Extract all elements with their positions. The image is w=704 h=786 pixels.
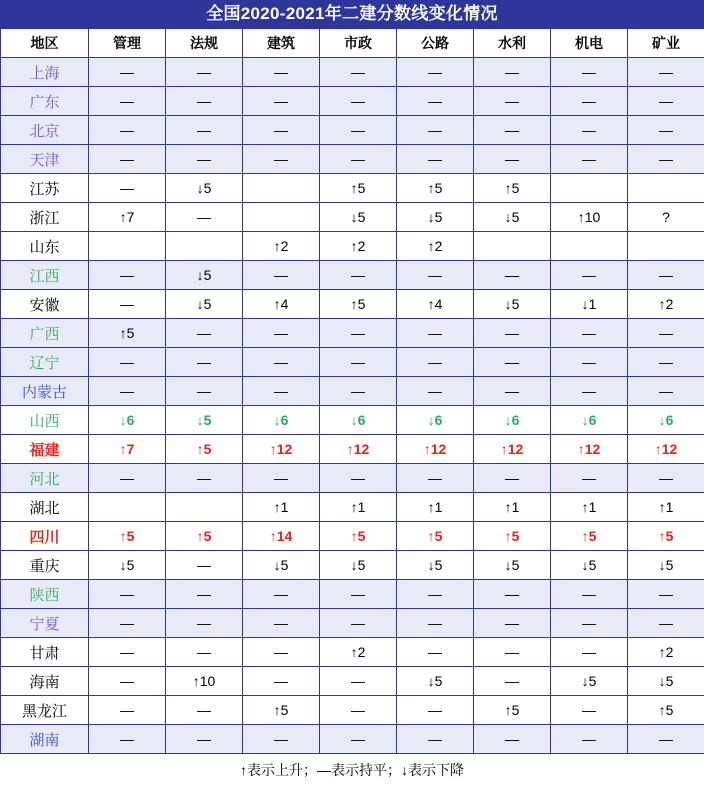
region-cell: 甘肃 bbox=[1, 638, 89, 667]
value-cell: — bbox=[243, 667, 320, 696]
value-cell: — bbox=[89, 58, 166, 87]
value-cell: — bbox=[397, 348, 474, 377]
region-cell: 上海 bbox=[1, 58, 89, 87]
value-cell: — bbox=[89, 638, 166, 667]
region-cell: 辽宁 bbox=[1, 348, 89, 377]
value-cell bbox=[628, 174, 704, 203]
value-cell: ↓6 bbox=[89, 406, 166, 435]
value-cell: — bbox=[243, 319, 320, 348]
value-cell: — bbox=[166, 319, 243, 348]
value-cell: — bbox=[243, 348, 320, 377]
region-cell: 湖北 bbox=[1, 493, 89, 522]
value-cell: — bbox=[474, 464, 551, 493]
value-cell: — bbox=[628, 145, 704, 174]
table-row bbox=[1, 377, 704, 406]
value-cell: — bbox=[474, 638, 551, 667]
value-cell: ↑5 bbox=[166, 435, 243, 464]
value-cell: — bbox=[551, 319, 628, 348]
value-cell: ↓5 bbox=[474, 551, 551, 580]
value-cell: ↓5 bbox=[320, 203, 397, 232]
value-cell: — bbox=[320, 667, 397, 696]
value-cell: ↓6 bbox=[243, 406, 320, 435]
value-cell: — bbox=[243, 377, 320, 406]
value-cell: — bbox=[243, 725, 320, 754]
value-cell: — bbox=[551, 87, 628, 116]
value-cell: ↑1 bbox=[474, 493, 551, 522]
value-cell: — bbox=[551, 696, 628, 725]
value-cell: ↓6 bbox=[628, 406, 704, 435]
value-cell: — bbox=[89, 116, 166, 145]
value-cell: ↑5 bbox=[474, 522, 551, 551]
value-cell: — bbox=[551, 377, 628, 406]
value-cell: — bbox=[320, 377, 397, 406]
value-cell: ↑5 bbox=[397, 522, 474, 551]
column-header-mechanical: 机电 bbox=[551, 29, 628, 58]
value-cell: — bbox=[628, 87, 704, 116]
value-cell bbox=[166, 493, 243, 522]
value-cell: ↓5 bbox=[397, 203, 474, 232]
value-cell: ↑12 bbox=[551, 435, 628, 464]
value-cell: ↑5 bbox=[628, 696, 704, 725]
value-cell bbox=[551, 232, 628, 261]
table-row bbox=[1, 696, 704, 725]
value-cell: ↑5 bbox=[397, 174, 474, 203]
value-cell: ↑1 bbox=[397, 493, 474, 522]
table-row bbox=[1, 174, 704, 203]
value-cell: — bbox=[628, 319, 704, 348]
value-cell: — bbox=[320, 464, 397, 493]
value-cell: ↓6 bbox=[320, 406, 397, 435]
value-cell: ↓5 bbox=[320, 551, 397, 580]
value-cell: — bbox=[397, 58, 474, 87]
value-cell: — bbox=[474, 377, 551, 406]
value-cell: — bbox=[89, 261, 166, 290]
value-cell: — bbox=[551, 725, 628, 754]
value-cell: — bbox=[474, 58, 551, 87]
region-cell: 内蒙古 bbox=[1, 377, 89, 406]
value-cell: — bbox=[89, 145, 166, 174]
value-cell: ↑5 bbox=[474, 696, 551, 725]
value-cell bbox=[243, 203, 320, 232]
value-cell: — bbox=[320, 609, 397, 638]
value-cell: — bbox=[89, 377, 166, 406]
table-row bbox=[1, 87, 704, 116]
value-cell: — bbox=[628, 348, 704, 377]
region-cell: 陕西 bbox=[1, 580, 89, 609]
value-cell: — bbox=[397, 87, 474, 116]
value-cell: — bbox=[474, 261, 551, 290]
value-cell: — bbox=[397, 638, 474, 667]
region-cell: 宁夏 bbox=[1, 609, 89, 638]
score-line-table bbox=[0, 28, 704, 754]
value-cell: ↓5 bbox=[551, 667, 628, 696]
region-cell: 广东 bbox=[1, 87, 89, 116]
value-cell: — bbox=[628, 58, 704, 87]
value-cell: ↓5 bbox=[166, 290, 243, 319]
value-cell: ↑5 bbox=[243, 696, 320, 725]
column-header-construction: 建筑 bbox=[243, 29, 320, 58]
value-cell: — bbox=[320, 319, 397, 348]
value-cell: — bbox=[397, 261, 474, 290]
value-cell: — bbox=[166, 725, 243, 754]
value-cell: ↑5 bbox=[551, 522, 628, 551]
value-cell: — bbox=[551, 116, 628, 145]
region-cell: 天津 bbox=[1, 145, 89, 174]
value-cell: — bbox=[320, 261, 397, 290]
region-cell: 海南 bbox=[1, 667, 89, 696]
value-cell: ↑5 bbox=[320, 522, 397, 551]
value-cell: ↑2 bbox=[320, 232, 397, 261]
value-cell: — bbox=[243, 58, 320, 87]
value-cell: ↑10 bbox=[166, 667, 243, 696]
value-cell: ↑5 bbox=[320, 290, 397, 319]
value-cell: — bbox=[243, 580, 320, 609]
value-cell: — bbox=[474, 348, 551, 377]
region-cell: 福建 bbox=[1, 435, 89, 464]
region-cell: 黑龙江 bbox=[1, 696, 89, 725]
value-cell: — bbox=[474, 87, 551, 116]
table-row bbox=[1, 551, 704, 580]
value-cell: — bbox=[628, 580, 704, 609]
region-cell: 重庆 bbox=[1, 551, 89, 580]
value-cell: ↓6 bbox=[474, 406, 551, 435]
column-header-management: 管理 bbox=[89, 29, 166, 58]
table-row bbox=[1, 203, 704, 232]
value-cell: ↓5 bbox=[166, 406, 243, 435]
value-cell: ↓5 bbox=[166, 261, 243, 290]
value-cell: ↑1 bbox=[320, 493, 397, 522]
value-cell: — bbox=[551, 580, 628, 609]
region-cell: 浙江 bbox=[1, 203, 89, 232]
value-cell: ↓5 bbox=[628, 667, 704, 696]
value-cell: — bbox=[166, 464, 243, 493]
table-row bbox=[1, 580, 704, 609]
table-row bbox=[1, 116, 704, 145]
value-cell: ↓5 bbox=[89, 551, 166, 580]
value-cell: ↑12 bbox=[628, 435, 704, 464]
value-cell: ↑12 bbox=[320, 435, 397, 464]
value-cell: — bbox=[89, 348, 166, 377]
value-cell: — bbox=[551, 638, 628, 667]
value-cell: — bbox=[166, 58, 243, 87]
table-row bbox=[1, 638, 704, 667]
value-cell: — bbox=[89, 667, 166, 696]
value-cell: — bbox=[243, 116, 320, 145]
value-cell bbox=[551, 174, 628, 203]
table-row bbox=[1, 58, 704, 87]
value-cell: — bbox=[397, 725, 474, 754]
value-cell: — bbox=[474, 580, 551, 609]
value-cell: ↑1 bbox=[551, 493, 628, 522]
value-cell: — bbox=[320, 725, 397, 754]
value-cell: — bbox=[551, 348, 628, 377]
region-cell: 广西 bbox=[1, 319, 89, 348]
value-cell: — bbox=[89, 580, 166, 609]
value-cell: — bbox=[628, 116, 704, 145]
value-cell: ↑7 bbox=[89, 203, 166, 232]
value-cell: — bbox=[397, 464, 474, 493]
column-header-municipal: 市政 bbox=[320, 29, 397, 58]
value-cell: — bbox=[474, 145, 551, 174]
value-cell: — bbox=[551, 58, 628, 87]
page-title: 全国2020-2021年二建分数线变化情况 bbox=[0, 0, 704, 28]
table-row bbox=[1, 348, 704, 377]
value-cell: ↑2 bbox=[243, 232, 320, 261]
value-cell: ↑1 bbox=[628, 493, 704, 522]
value-cell: ↓5 bbox=[474, 290, 551, 319]
table-body bbox=[1, 58, 704, 754]
value-cell: ↑5 bbox=[320, 174, 397, 203]
value-cell: — bbox=[89, 725, 166, 754]
value-cell: — bbox=[166, 116, 243, 145]
column-header-highway: 公路 bbox=[397, 29, 474, 58]
value-cell: — bbox=[320, 87, 397, 116]
table-header bbox=[1, 29, 704, 58]
value-cell: ↑14 bbox=[243, 522, 320, 551]
value-cell: ↓1 bbox=[551, 290, 628, 319]
value-cell: — bbox=[89, 464, 166, 493]
value-cell: ↑5 bbox=[628, 522, 704, 551]
value-cell: ↓5 bbox=[397, 551, 474, 580]
value-cell: — bbox=[551, 609, 628, 638]
value-cell bbox=[89, 493, 166, 522]
value-cell: — bbox=[89, 290, 166, 319]
value-cell: — bbox=[628, 609, 704, 638]
region-cell: 山东 bbox=[1, 232, 89, 261]
table-row bbox=[1, 435, 704, 464]
value-cell: — bbox=[166, 551, 243, 580]
value-cell: — bbox=[397, 377, 474, 406]
value-cell: — bbox=[243, 638, 320, 667]
value-cell: ↑12 bbox=[474, 435, 551, 464]
value-cell: — bbox=[166, 87, 243, 116]
value-cell: — bbox=[474, 319, 551, 348]
value-cell: — bbox=[320, 580, 397, 609]
region-cell: 江苏 bbox=[1, 174, 89, 203]
value-cell bbox=[474, 232, 551, 261]
value-cell: ↑2 bbox=[628, 290, 704, 319]
value-cell: — bbox=[628, 261, 704, 290]
value-cell: — bbox=[166, 609, 243, 638]
table-footnote: ↑表示上升；—表示持平；↓表示下降 bbox=[0, 754, 704, 786]
region-cell: 湖南 bbox=[1, 725, 89, 754]
column-header-water: 水利 bbox=[474, 29, 551, 58]
value-cell: — bbox=[474, 667, 551, 696]
value-cell: — bbox=[166, 638, 243, 667]
value-cell: — bbox=[89, 87, 166, 116]
value-cell: ↑5 bbox=[474, 174, 551, 203]
table-row bbox=[1, 522, 704, 551]
value-cell: ↑7 bbox=[89, 435, 166, 464]
value-cell: — bbox=[89, 174, 166, 203]
value-cell: — bbox=[166, 696, 243, 725]
value-cell bbox=[628, 232, 704, 261]
value-cell: ↓6 bbox=[551, 406, 628, 435]
value-cell: — bbox=[89, 609, 166, 638]
value-cell: — bbox=[320, 116, 397, 145]
header-row bbox=[1, 29, 704, 58]
region-cell: 江西 bbox=[1, 261, 89, 290]
value-cell: ↑2 bbox=[397, 232, 474, 261]
value-cell: — bbox=[397, 319, 474, 348]
value-cell: — bbox=[243, 609, 320, 638]
table-row bbox=[1, 493, 704, 522]
value-cell: ? bbox=[628, 203, 704, 232]
value-cell: — bbox=[320, 696, 397, 725]
value-cell: ↓5 bbox=[474, 203, 551, 232]
value-cell: — bbox=[551, 464, 628, 493]
table-row bbox=[1, 145, 704, 174]
region-cell: 河北 bbox=[1, 464, 89, 493]
value-cell: ↓5 bbox=[166, 174, 243, 203]
value-cell: — bbox=[320, 348, 397, 377]
table-row bbox=[1, 406, 704, 435]
value-cell: — bbox=[243, 261, 320, 290]
value-cell: ↓5 bbox=[628, 551, 704, 580]
value-cell: — bbox=[397, 580, 474, 609]
value-cell: ↓5 bbox=[551, 551, 628, 580]
table-row bbox=[1, 667, 704, 696]
value-cell: — bbox=[628, 377, 704, 406]
value-cell: ↑12 bbox=[397, 435, 474, 464]
value-cell: — bbox=[397, 116, 474, 145]
value-cell: ↑1 bbox=[243, 493, 320, 522]
table-row bbox=[1, 464, 704, 493]
table-row bbox=[1, 725, 704, 754]
table-row bbox=[1, 261, 704, 290]
value-cell bbox=[243, 174, 320, 203]
column-header-region: 地区 bbox=[1, 29, 89, 58]
value-cell: ↑2 bbox=[320, 638, 397, 667]
value-cell: — bbox=[320, 145, 397, 174]
value-cell: — bbox=[474, 609, 551, 638]
table-row bbox=[1, 290, 704, 319]
value-cell: ↑4 bbox=[243, 290, 320, 319]
value-cell: — bbox=[320, 58, 397, 87]
value-cell bbox=[166, 232, 243, 261]
value-cell: — bbox=[397, 696, 474, 725]
value-cell: — bbox=[166, 377, 243, 406]
value-cell: ↓5 bbox=[397, 667, 474, 696]
value-cell: — bbox=[166, 580, 243, 609]
value-cell: — bbox=[551, 261, 628, 290]
value-cell: ↓6 bbox=[397, 406, 474, 435]
column-header-mining: 矿业 bbox=[628, 29, 704, 58]
value-cell: ↑4 bbox=[397, 290, 474, 319]
value-cell: — bbox=[89, 696, 166, 725]
value-cell: ↓5 bbox=[243, 551, 320, 580]
region-cell: 安徽 bbox=[1, 290, 89, 319]
value-cell: ↑5 bbox=[89, 522, 166, 551]
value-cell: — bbox=[628, 725, 704, 754]
region-cell: 山西 bbox=[1, 406, 89, 435]
value-cell: — bbox=[243, 145, 320, 174]
value-cell: ↑10 bbox=[551, 203, 628, 232]
value-cell: — bbox=[166, 203, 243, 232]
value-cell: — bbox=[166, 348, 243, 377]
value-cell: ↑5 bbox=[89, 319, 166, 348]
region-cell: 四川 bbox=[1, 522, 89, 551]
region-cell: 北京 bbox=[1, 116, 89, 145]
value-cell: ↑2 bbox=[628, 638, 704, 667]
value-cell: ↑5 bbox=[166, 522, 243, 551]
value-cell bbox=[89, 232, 166, 261]
table-row bbox=[1, 319, 704, 348]
value-cell: — bbox=[474, 116, 551, 145]
table-row bbox=[1, 232, 704, 261]
value-cell: — bbox=[243, 87, 320, 116]
table-row bbox=[1, 609, 704, 638]
value-cell: ↑12 bbox=[243, 435, 320, 464]
value-cell: — bbox=[474, 725, 551, 754]
column-header-regulations: 法规 bbox=[166, 29, 243, 58]
value-cell: — bbox=[397, 609, 474, 638]
value-cell: — bbox=[243, 464, 320, 493]
value-cell: — bbox=[551, 145, 628, 174]
value-cell: — bbox=[628, 464, 704, 493]
value-cell: — bbox=[397, 145, 474, 174]
value-cell: — bbox=[166, 145, 243, 174]
